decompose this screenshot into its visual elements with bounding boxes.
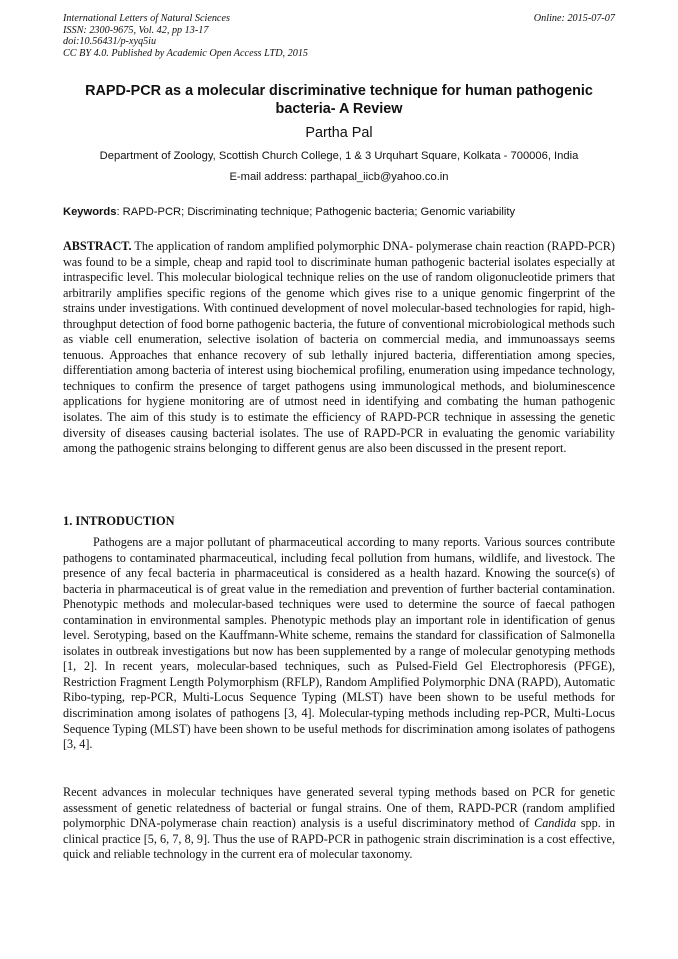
abstract-label: ABSTRACT. bbox=[63, 239, 132, 253]
author-email: E-mail address: parthapal_iicb@yahoo.co.in bbox=[229, 171, 449, 183]
author-name: Partha Pal bbox=[305, 125, 373, 141]
paper-title: RAPD-PCR as a molecular discriminative technique for human pathogenic bacteria- A Review bbox=[85, 83, 593, 117]
keywords-text: : RAPD-PCR; Discriminating technique; Pathogenic bacteria; Genomic variability bbox=[116, 206, 516, 218]
introduction-paragraph-1: Pathogens are a major pollutant of pharmaceutical according to many reports. Various sources contribute pathogens to contaminated pharmaceutical, including fecal pollution from humans, wildlife, and livestock. The presence of any fecal bacteria in pharmaceutical is considered as a health hazard. Knowing the source(s) of bacteria in pharmaceutical is of great value in the remediation and prevention of further bacterial contamination. Phenotypic methods and molecular-based techniques were used to determine the source of faecal pathogen contamination in environmental samples. Phenotypic methods play an important role in identification of genus level. Serotyping, based on the Kauffmann-White scheme, remains the standard for classification of Salmonella isolates in outbreak investigations but now has been supplemented by a range of molecular genotyping methods [1, 2]. In recent years, molecular-based techniques, such as Pulsed-Field Gel Electrophoresis (PFGE), Restriction Fragment Length Polymorphism (RFLP), Random Amplified Polymorphic DNA (RAPD), Automatic Ribo-typing, rep-PCR, Multi-Locus Sequence Typing (MLST) have been shown to be useful methods for discrimination among isolates of pathogens [3, 4]. Molecular-typing methods including rep-PCR, Multi-Locus Sequence Typing (MLST) have been shown to be useful methods for discrimination among isolates of pathogens [3, 4]. bbox=[63, 535, 615, 752]
abstract bbox=[63, 239, 615, 457]
abstract-text: The application of random amplified polymorphic DNA- polymerase chain reaction (RAPD-PCR) was found to be a simple, cheap and rapid tool to discriminate human pathogenic bacterial isolates especially at intraspecific level. This molecular biological technique relies on the use of random oligonucleotide primers that arbitrarily amplifies specific regions of the genome which gives rise to a unique genomic fingerprint of the strains under investigations. With continued development of novel molecular-based technologies for rapid, high-throughput detection of food borne pathogenic bacteria, the future of conventional microbiological methods such as viable cell enumeration, selective isolation of bacteria on commercial media, and immunoassays seems tenuous. Approaches that enhance recovery of sub lethally injured bacteria, differentiation among species, differentiation among bacteria of interest using biochemical profiling, enumeration using impedance technology, techniques to confirm the presence of target pathogens using immunological methods, and bioluminescence applications for hygiene monitoring are of utmost need in identifying and combating the human pathogenic isolates. The aim of this study is to estimate the efficiency of RAPD-PCR technique in assessing the genetic diversity of diseases causing bacterial isolates. The use of RAPD-PCR in evaluating the genomic variability among the pathogenic strains belonging to different genus are also been discussed in the present report. bbox=[63, 239, 615, 456]
introduction-paragraph-2 bbox=[63, 785, 615, 863]
journal-header bbox=[63, 13, 615, 59]
journal-issn: ISSN: 2300-9675, Vol. 42, pp 13-17 bbox=[63, 24, 209, 36]
journal-name: International Letters of Natural Sciences bbox=[63, 13, 230, 24]
keywords-label: Keywords bbox=[63, 206, 117, 218]
journal-doi: doi:10.56431/p-xyq5iu bbox=[63, 36, 157, 48]
online-date: Online: 2015-07-07 bbox=[533, 13, 615, 24]
keywords bbox=[63, 205, 618, 220]
journal-license: CC BY 4.0. Published by Academic Open Access LTD, 2015 bbox=[63, 47, 309, 59]
paragraph-2-genus: Candida bbox=[534, 816, 577, 831]
paragraph-2-text-b: spp. in clinical practice [5, 6, 7, 8, 9]. Thus the use of RAPD-PCR in pathogenic strain discrimination is a cost effective, quick and reliable technology in the current era of molecular taxonomy. bbox=[63, 816, 615, 862]
author-affiliation: Department of Zoology, Scottish Church College, 1 & 3 Urquhart Square, Kolkata - 700006, India bbox=[99, 150, 579, 162]
section-heading-introduction: 1. INTRODUCTION bbox=[63, 514, 175, 528]
paragraph-2-text-a: Recent advances in molecular techniques have generated several typing methods based on PCR for genetic assessment of genetic relatedness of bacterial or fungal strains. One of them, RAPD-PCR (random amplified polymorphic DNA-polymerase chain reaction) analysis is a useful discriminatory method of bbox=[63, 785, 615, 831]
